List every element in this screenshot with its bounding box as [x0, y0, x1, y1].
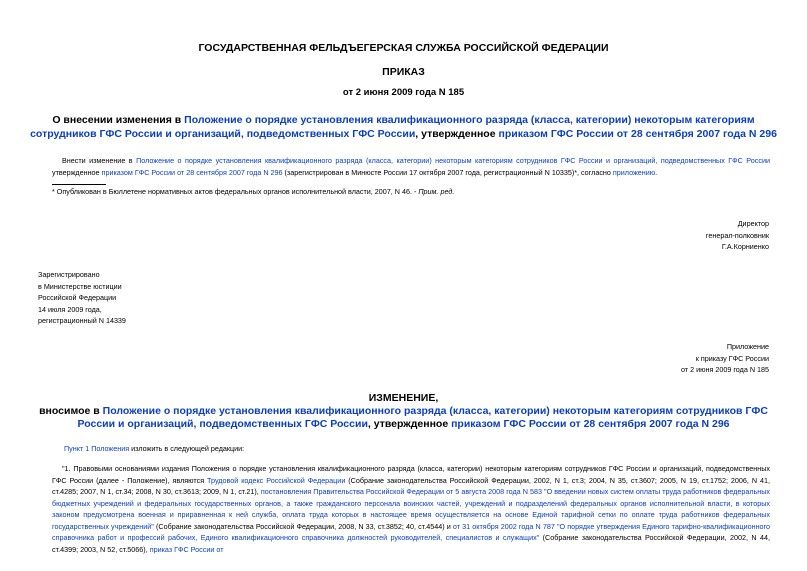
signature-block: [706, 218, 769, 253]
registration-block: [38, 269, 126, 327]
signature-rank: генерал-полковник: [705, 230, 769, 240]
para2-text-3: (Собрание законодательства Российской Федерации, 2008, N 33, ст.3852; 40, ст.4544) и: [153, 521, 453, 531]
registration-line-1: Зарегистрировано: [38, 270, 100, 279]
signature-name: Г.А.Корниенко: [721, 242, 769, 251]
para2-text-2: (Собрание законодательства Российской Федерации, 2002, N 1, ст.3; 2004, N 35, ст.3607; 2005, N 19, ст.1752; 2006, N 41, ст.4285; 2007, N 1, ст.34; 2008, N 30, ст.3613; 2009, N 1, ст.21),: [52, 475, 770, 496]
change-mid: , утвержденное: [367, 418, 452, 430]
change-link-regulation[interactable]: Положение о порядке установления квалификационного разряда (класса, категории) некоторым категориям сотрудников ГФС России и организаций, подведомственных ГФС России: [77, 405, 768, 430]
appendix-line-2: к приказу ГФС России: [695, 353, 769, 363]
change-link-order[interactable]: приказом ГФС России от 28 сентября 2007 года N 296: [451, 418, 730, 430]
para1-link-order[interactable]: приказом ГФС России от 28 сентября 2007 года N 296: [101, 168, 283, 177]
change-subtitle: [30, 405, 777, 431]
appendix-block: [681, 341, 769, 376]
signature-position: Директор: [737, 219, 769, 228]
appendix-line-1: Приложение: [726, 342, 769, 351]
para1-text-4: .: [655, 168, 658, 177]
registration-line-4: 14 июля 2009 года,: [38, 304, 102, 314]
change-prefix: вносимое в: [39, 405, 103, 417]
footnote-divider: [52, 184, 106, 185]
registration-line-3: Российской Федерации: [38, 293, 117, 302]
org-heading: ГОСУДАРСТВЕННАЯ ФЕЛЬДЪЕГЕРСКАЯ СЛУЖБА РОССИЙСКОЙ ФЕДЕРАЦИИ: [198, 42, 609, 54]
title-link-order[interactable]: приказом ГФС России от 28 сентября 2007 года N 296: [498, 128, 777, 140]
para2-link-resolution-583[interactable]: постановления Правительства Российской Федерации от 5 августа 2008 года N 583 "О введении новых систем оплаты труда работников федеральных бюджетных учреждений и федеральных государственных органов, а также гражданского персонала воинских частей, учреждений и подразделений федеральных органов исполнительной власти, в которых законом предусмотрена военная и приравненная к ней служба, оплата труда которых в настоящее время осуществляется на основе Единой тарифной сетки по оплате труда работников федеральных государственных учреждений": [52, 487, 770, 531]
doc-type-heading: ПРИКАЗ: [382, 66, 425, 78]
footnote-note: Прим. ред.: [418, 187, 455, 196]
footnote-text: * Опубликован в Бюллетене нормативных актов федеральных органов исполнительной власти, 2007, N 46. -: [52, 187, 419, 196]
para1-link-regulation[interactable]: Положение о порядке установления квалификационного разряда (класса, категории) некоторым категориям сотрудников ГФС России и организаций, подведомственных ГФС России: [136, 156, 770, 165]
title-mid: , утвержденное: [415, 128, 499, 140]
title-link-regulation[interactable]: Положение о порядке установления квалификационного разряда (класса, категории) некоторым категориям сотрудников ГФС России и организаций, подведомственных ГФС России: [30, 114, 755, 140]
point-text: изложить в следующей редакции:: [129, 444, 245, 453]
para2-link-labor-code[interactable]: Трудовой кодекс Российской Федерации: [207, 475, 346, 485]
registration-line-5: регистрационный N 14339: [38, 316, 126, 325]
appendix-line-3: от 2 июня 2009 года N 185: [680, 365, 769, 374]
para1-link-appendix[interactable]: приложению: [612, 168, 656, 177]
registration-line-2: в Министерстве юстиции: [38, 281, 122, 291]
doc-title: [30, 113, 777, 141]
para1-text-3: (зарегистрирован в Минюсте России 17 октября 2007 года, регистрационный N 10335)*, согласно: [282, 168, 613, 177]
body-paragraph-2: [52, 463, 770, 555]
change-heading: ИЗМЕНЕНИЕ,: [368, 392, 439, 404]
para2-link-order[interactable]: приказ ГФС России от: [149, 544, 224, 554]
doc-date: от 2 июня 2009 года N 185: [342, 87, 465, 98]
point-link[interactable]: Пункт 1 Положения: [64, 444, 130, 453]
para2-text-1: "1. Правовыми основаниями издания Положения о порядке установления квалификационного разряда (класса, категории) некоторым категориям сотрудников ГФС России и организаций, подведомственных ГФС России (далее - Положение), являются: [52, 464, 770, 485]
title-prefix: О внесении изменения в: [52, 114, 185, 126]
footnote: [52, 187, 454, 196]
para2-text-4: (Собрание законодательства Российской Федерации, 2002, N 44, ст.4399; 2003, N 52, ст.5066),: [52, 533, 770, 554]
point-instruction: [64, 444, 244, 453]
body-paragraph-1: [52, 155, 770, 179]
para1-text-1: Внести изменение в: [62, 156, 137, 165]
para1-text-2: утвержденное: [52, 168, 102, 177]
para2-link-resolution-787[interactable]: от 31 октября 2002 года N 787 "О порядке утверждения Единого тарифно-квалификационного справочника работ и профессий рабочих, Единого квалификационного справочника должностей руководителей, специалистов и служащих": [52, 521, 770, 542]
